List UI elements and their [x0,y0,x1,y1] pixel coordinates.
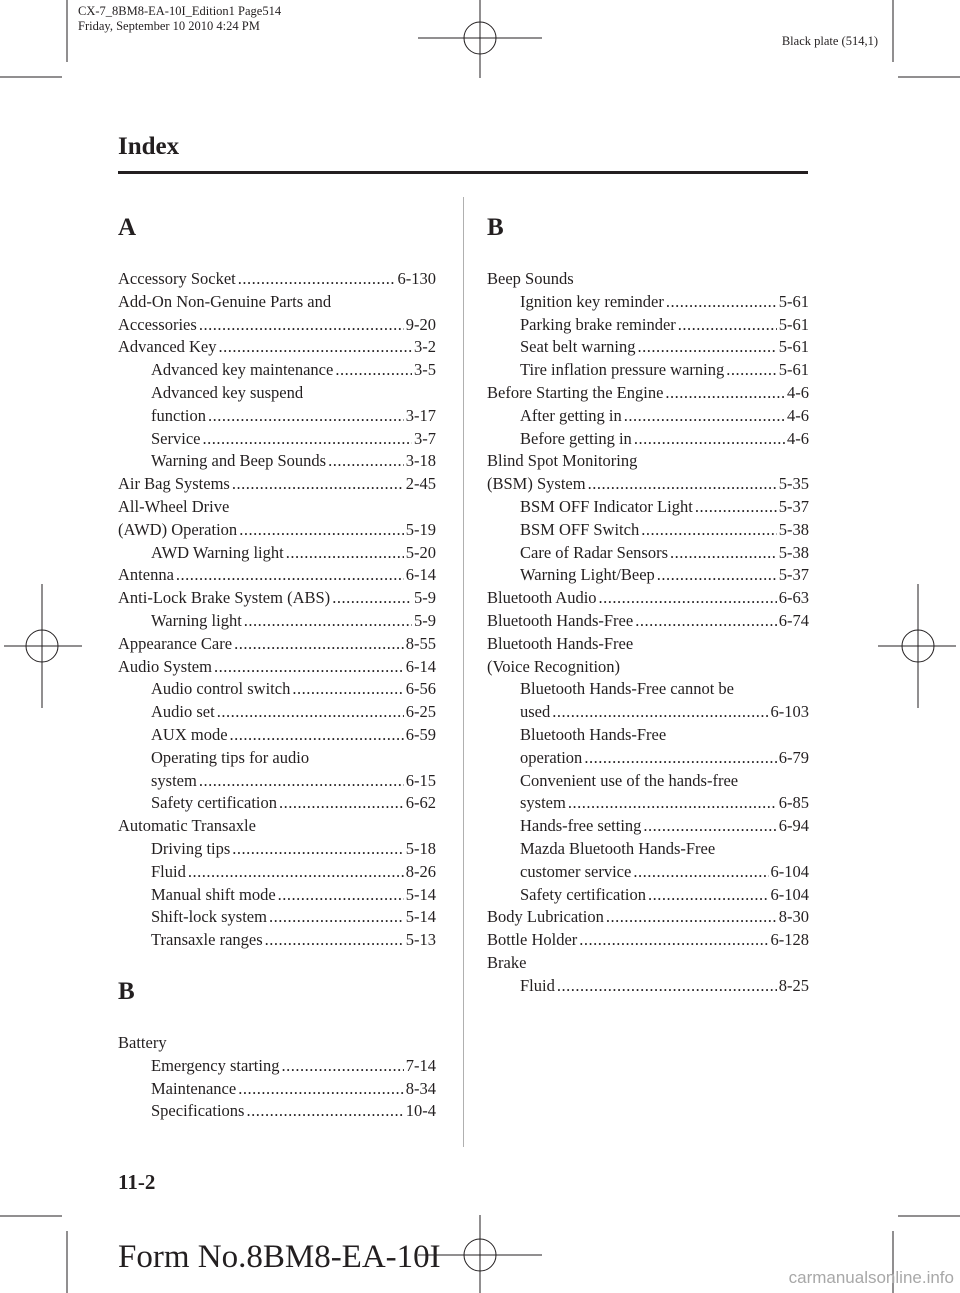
entry-label: Operating tips for audio [151,747,310,767]
entry-page: 8-30 [778,907,809,927]
index-entry [118,473,436,496]
entry-label: Before Starting the Engine [487,382,664,402]
title-rule [118,171,808,174]
entry-label: customer service [520,861,632,881]
entry-label: Accessory Socket [118,269,236,288]
leader-dots [244,610,412,633]
index-entry [487,792,809,815]
entry-label: Accessories [118,314,197,334]
entry-label: Audio System [118,656,212,676]
index-entry [118,929,436,952]
entry-page: 6-14 [405,565,436,585]
index-entry [487,268,809,291]
entry-label: Warning Light/Beep [520,565,655,585]
entry-label: Fluid [151,861,186,881]
entry-label: Ignition key reminder [520,291,664,311]
entry-label: Bottle Holder [487,930,578,950]
entry-page: 7-14 [405,1055,436,1075]
leader-dots [217,701,404,724]
entry-label: Service [151,428,201,448]
entry-label: Emergency starting [151,1055,280,1075]
index-entry [118,1032,436,1055]
leader-dots [232,838,403,861]
leader-dots [599,587,777,610]
index-entry [118,291,436,314]
entry-page: 5-38 [778,542,809,562]
index-entry [487,906,809,929]
entry-label: Warning light [151,610,242,630]
entry-page: 8-55 [405,633,436,653]
entry-label: Blind Spot Monitoring [487,451,638,471]
entry-page: 5-61 [778,291,809,311]
entry-label: (BSM) System [487,474,586,494]
entry-page: 5-35 [778,474,809,494]
entry-page: 4-6 [787,382,809,402]
entry-label: AWD Warning light [151,542,284,562]
index-entry [118,701,436,724]
entry-label: Automatic Transaxle [118,816,256,836]
entry-page: 8-25 [778,975,809,995]
leader-dots [634,428,785,451]
index-entry [118,838,436,861]
index-column-left [118,210,436,1123]
index-entry [487,656,809,679]
leader-dots [643,815,776,838]
entry-label: (AWD) Operation [118,519,238,539]
entry-label: Add-On Non-Genuine Parts and [118,291,332,311]
leader-dots [584,747,776,770]
index-entry [487,336,809,359]
leader-dots [214,656,404,679]
leader-dots [695,496,777,519]
entry-label: AUX mode [151,724,228,744]
entry-label: Convenient use of the hands-free [520,770,739,790]
index-entry [487,975,809,998]
leader-dots [332,587,412,610]
entry-page: 8-26 [405,861,436,881]
index-entry [118,724,436,747]
entry-label: Body Lubrication [487,907,604,927]
index-entry [487,542,809,565]
leader-dots [265,929,404,952]
index-entry [118,496,436,519]
entry-page: 6-74 [778,610,809,630]
entry-label: All-Wheel Drive [118,496,230,516]
leader-dots [281,1055,403,1078]
leader-dots [269,906,404,929]
section-letter: B [487,214,504,241]
leader-dots [292,678,403,701]
leader-dots [624,405,785,428]
index-entry [118,405,436,428]
index-entry [487,861,809,884]
index-entry [118,1078,436,1101]
leader-dots [239,519,404,542]
entry-label: Audio control switch [151,679,291,699]
entry-page: 6-85 [778,793,809,813]
index-entry [118,906,436,929]
index-entry [487,564,809,587]
index-entry [118,564,436,587]
index-entry [487,450,809,473]
index-entry [487,678,809,701]
entry-page: 3-2 [414,337,436,357]
entry-label: Bluetooth Hands-Free [487,610,634,630]
index-entry [487,473,809,496]
entry-page: 5-38 [778,519,809,539]
entry-label: Safety certification [520,884,646,904]
index-entry [118,542,436,565]
entry-label: system [151,770,197,790]
entry-label: Driving tips [151,838,231,858]
entry-label: Advanced key suspend [151,382,304,402]
plate-label: Black plate (514,1) [781,34,878,48]
index-entry [487,838,809,861]
entry-page: 4-6 [787,405,809,425]
leader-dots [219,336,412,359]
leader-dots [633,861,768,884]
entry-label: operation [520,747,583,767]
leader-dots [726,359,777,382]
column-divider [463,197,464,1147]
entry-page: 6-94 [778,816,809,836]
index-entry [487,405,809,428]
index-entry [118,519,436,542]
entry-page: 4-6 [787,428,809,448]
index-column-right [487,210,809,998]
leader-dots [670,542,777,565]
index-entry [118,678,436,701]
index-entry [118,314,436,337]
entry-label: Fluid [520,975,555,995]
entry-label: Tire inflation pressure warning [520,360,725,380]
entry-label: Appearance Care [118,633,233,653]
entry-label: used [520,702,551,722]
entry-page: 5-61 [778,337,809,357]
index-entry [487,929,809,952]
index-entry [487,884,809,907]
entry-label: function [151,405,206,425]
leader-dots [637,336,776,359]
entry-label: BSM OFF Indicator Light [520,496,693,516]
entry-page: 6-104 [770,861,809,881]
leader-dots [232,473,404,496]
entry-page: 5-19 [405,519,436,539]
leader-dots [199,770,404,793]
index-entry [487,519,809,542]
entry-label: Battery [118,1032,167,1052]
entry-page: 3-7 [414,428,436,448]
page-title: Index [118,133,180,160]
leader-dots [588,473,777,496]
entry-page: 5-14 [405,884,436,904]
entry-page: 5-20 [405,542,436,562]
index-entry [118,1100,436,1123]
entry-label: After getting in [520,405,622,425]
leader-dots [238,1078,404,1101]
entry-page: 3-17 [405,405,436,425]
leader-dots [199,314,404,337]
leader-dots [176,564,404,587]
leader-dots [552,701,768,724]
entry-label: Advanced Key [118,337,217,357]
entry-page: 5-18 [405,838,436,858]
entry-label: Warning and Beep Sounds [151,451,327,471]
index-entry [118,1055,436,1078]
entry-label: Bluetooth Audio [487,588,597,608]
entry-label: Manual shift mode [151,884,276,904]
form-number: Form No.8BM8-EA-10I [118,1239,441,1275]
print-date-line: Friday, September 10 2010 4:24 PM [78,19,260,33]
entry-label: system [520,793,566,813]
leader-dots [286,542,404,565]
entry-page: 5-14 [405,907,436,927]
leader-dots [328,450,404,473]
entry-page: 6-14 [405,656,436,676]
entry-page: 6-130 [397,269,436,288]
entry-label: Brake [487,952,527,972]
entry-label: Maintenance [151,1078,237,1098]
index-entry [118,450,436,473]
entry-label: Safety certification [151,793,277,813]
leader-dots [230,724,404,747]
watermark: carmanualsonline.info [788,1268,954,1287]
entry-page: 5-37 [778,565,809,585]
index-entry [118,587,436,610]
index-entry [118,268,436,291]
entry-page: 9-20 [405,314,436,334]
leader-dots [335,359,412,382]
entry-label: Parking brake reminder [520,314,676,334]
leader-dots [657,564,777,587]
leader-dots [279,792,404,815]
index-entry [487,633,809,656]
leader-dots [188,861,404,884]
index-entry [118,770,436,793]
entry-page: 6-15 [405,770,436,790]
index-entry [487,587,809,610]
entry-page: 5-61 [778,360,809,380]
entry-label: Before getting in [520,428,632,448]
leader-dots [208,405,404,428]
index-entry [118,610,436,633]
index-entry [118,336,436,359]
leader-dots [202,428,412,451]
leader-dots [246,1100,403,1123]
leader-dots [678,314,777,337]
entry-label: Advanced key maintenance [151,360,334,380]
leader-dots [234,633,404,656]
index-entry [487,747,809,770]
index-entry [487,359,809,382]
index-entry [118,815,436,838]
entry-label: Bluetooth Hands-Free [487,633,634,653]
index-entry [118,656,436,679]
index-entry [118,884,436,907]
entry-page: 10-4 [405,1101,436,1121]
entry-label: Mazda Bluetooth Hands-Free [520,838,716,858]
entry-label: Audio set [151,702,215,722]
index-entry [487,952,809,975]
entry-label: Beep Sounds [487,269,574,288]
index-entry [487,724,809,747]
index-entry [487,496,809,519]
entry-page: 3-18 [405,451,436,471]
leader-dots [278,884,404,907]
entry-label: BSM OFF Switch [520,519,640,539]
page-number: 11-2 [118,1170,156,1194]
index-entry [487,701,809,724]
entry-label: Air Bag Systems [118,474,230,494]
entry-label: Specifications [151,1101,245,1121]
index-entry [487,815,809,838]
index-entry [118,861,436,884]
leader-dots [568,792,777,815]
index-entry [118,792,436,815]
entry-label: Shift-lock system [151,907,267,927]
print-file-line: CX-7_8BM8-EA-10I_Edition1 Page514 [78,4,282,18]
entry-page: 6-25 [405,702,436,722]
index-entry [487,610,809,633]
entry-page: 5-9 [414,610,436,630]
entry-label: Seat belt warning [520,337,636,357]
index-entry [487,382,809,405]
entry-label: Care of Radar Sensors [520,542,669,562]
leader-dots [666,291,777,314]
leader-dots [606,906,777,929]
index-entry [487,291,809,314]
entry-label: Hands-free setting [520,816,642,836]
entry-page: 5-37 [778,496,809,516]
entry-page: 8-34 [405,1078,436,1098]
index-entry [118,359,436,382]
entry-label: Transaxle ranges [151,930,263,950]
entry-label: Antenna [118,565,174,585]
leader-dots [579,929,768,952]
entry-page: 6-104 [770,884,809,904]
entry-page: 2-45 [405,474,436,494]
entry-page: 5-13 [405,930,436,950]
entry-label: (Voice Recognition) [487,656,621,676]
entry-page: 6-62 [405,793,436,813]
leader-dots [641,519,777,542]
leader-dots [635,610,777,633]
entry-label: Bluetooth Hands-Free [520,724,667,744]
entry-page: 5-61 [778,314,809,334]
index-entry [487,770,809,793]
entry-label: Bluetooth Hands-Free cannot be [520,679,734,699]
index-entry [487,314,809,337]
entry-page: 6-128 [770,930,809,950]
index-entry [487,428,809,451]
print-header-info [78,4,281,34]
entry-page: 6-103 [770,702,809,722]
entry-label: Anti-Lock Brake System (ABS) [118,588,331,608]
entry-page: 6-63 [778,588,809,608]
index-entry [118,747,436,770]
leader-dots [665,382,785,405]
leader-dots [238,268,396,291]
leader-dots [648,884,769,907]
section-letter: B [118,977,135,1005]
entry-page: 5-9 [414,588,436,608]
section-letter: A [118,214,137,241]
index-entry [118,382,436,405]
index-entry [118,428,436,451]
entry-page: 6-56 [405,679,436,699]
leader-dots [557,975,777,998]
entry-page: 6-59 [405,724,436,744]
entry-page: 3-5 [414,360,436,380]
entry-page: 6-79 [778,747,809,767]
index-entry [118,633,436,656]
